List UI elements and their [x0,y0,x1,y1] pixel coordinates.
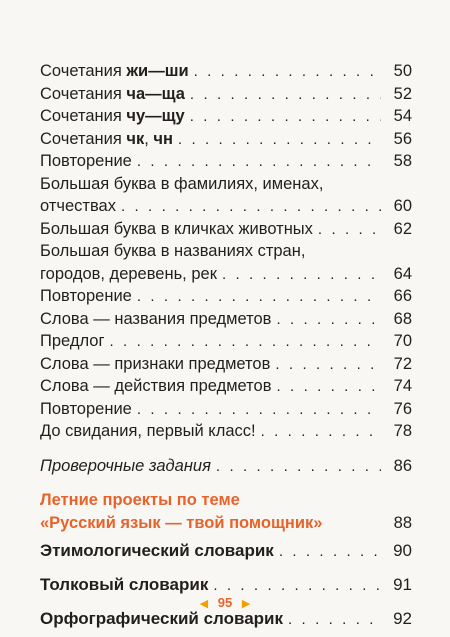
toc-entry-tests [40,455,412,478]
dot-leader [178,129,381,152]
table-of-contents [40,60,412,636]
dot-leader [137,399,381,422]
toc-entry-title: отчествах [40,197,116,215]
dot-leader [222,264,381,287]
toc-entry-title: Слова — названия предметов [40,309,272,328]
toc-entry [40,308,412,331]
toc-entry [40,83,412,106]
toc-entry-title: Орфографический словарик [40,609,284,628]
page-number: 74 [393,377,412,395]
projects-title-line2: «Русский язык — твой помощник» [40,513,323,532]
page-number: 76 [393,399,412,418]
page-number: 88 [393,513,412,532]
toc-entry-title: Толковый словарик [40,575,209,594]
toc-entry [40,150,412,173]
dot-leader [275,354,381,377]
page-number: 52 [393,84,412,103]
triangle-right-icon: ▶ [241,598,251,610]
toc-entry-title-line1: Большая буква в фамилиях, именах, [40,174,324,193]
dot-leader [276,309,381,332]
footer-page-number: 95 [217,595,233,610]
toc-entry-title: Большая буква в кличках животных [40,219,313,238]
dot-leader [121,196,381,219]
dot-leader [137,151,381,174]
toc-entry-title: городов, деревень, рек [40,264,217,283]
toc-entry-dictionary [40,534,412,568]
page-number: 64 [393,264,412,283]
toc-entry-title: Этимологический словарик [40,541,274,560]
toc-entry-title: Сочетания ча—ща [40,84,185,103]
toc-entry-title: Повторение [40,152,132,170]
toc-entry [40,285,412,308]
page-number: 68 [393,309,412,328]
dot-leader [216,456,381,479]
dot-leader [318,219,381,242]
toc-entry [40,173,412,218]
page-number: 90 [393,541,412,560]
toc-entry-title: До свидания, первый класс! [40,422,256,440]
toc-entry-title: Повторение [40,287,132,305]
toc-entry [40,330,412,353]
toc-entry-title: Повторение [40,399,132,418]
toc-entry-title: Слова — действия предметов [40,377,272,395]
toc-entry-title-line1: Большая буква в названиях стран, [40,242,306,260]
triangle-left-icon: ◀ [199,598,209,610]
dot-leader [137,286,381,309]
projects-title-line1: Летние проекты по теме [40,491,240,509]
dot-leader [279,535,381,569]
toc-entry [40,60,412,83]
toc-entry-title: Предлог [40,332,105,350]
page-number: 54 [393,107,412,125]
dot-leader [190,84,381,107]
toc-entry [40,128,412,151]
page-number: 72 [393,354,412,373]
toc-entry-title: Слова — признаки предметов [40,354,271,373]
page-number: 50 [393,62,412,80]
dot-leader [190,106,381,129]
page-number: 70 [393,332,412,350]
dot-leader [277,376,382,399]
page-number: 91 [393,575,412,594]
toc-entry-title: Сочетания чк, чн [40,129,173,148]
page-footer [0,595,450,610]
page-number: 78 [393,422,412,440]
toc-entry [40,218,412,241]
page-number: 86 [393,456,412,475]
page-number: 62 [393,219,412,238]
toc-entry [40,398,412,421]
toc-entry [40,420,412,443]
toc-entry-projects [40,489,412,534]
dot-leader [194,61,381,84]
dot-leader [261,421,381,444]
toc-entry [40,105,412,128]
toc-entry [40,240,412,285]
toc-entry [40,375,412,398]
page-number: 92 [393,609,412,628]
page-number: 66 [393,287,412,305]
dot-leader [110,331,382,354]
toc-entry [40,353,412,376]
page-number: 60 [393,197,412,215]
toc-entry-title: Сочетания чу—щу [40,107,185,125]
page-number: 56 [393,129,412,148]
page-number: 58 [393,152,412,170]
toc-entry-title: Сочетания жи—ши [40,62,189,80]
toc-entry-title: Проверочные задания [40,456,211,475]
